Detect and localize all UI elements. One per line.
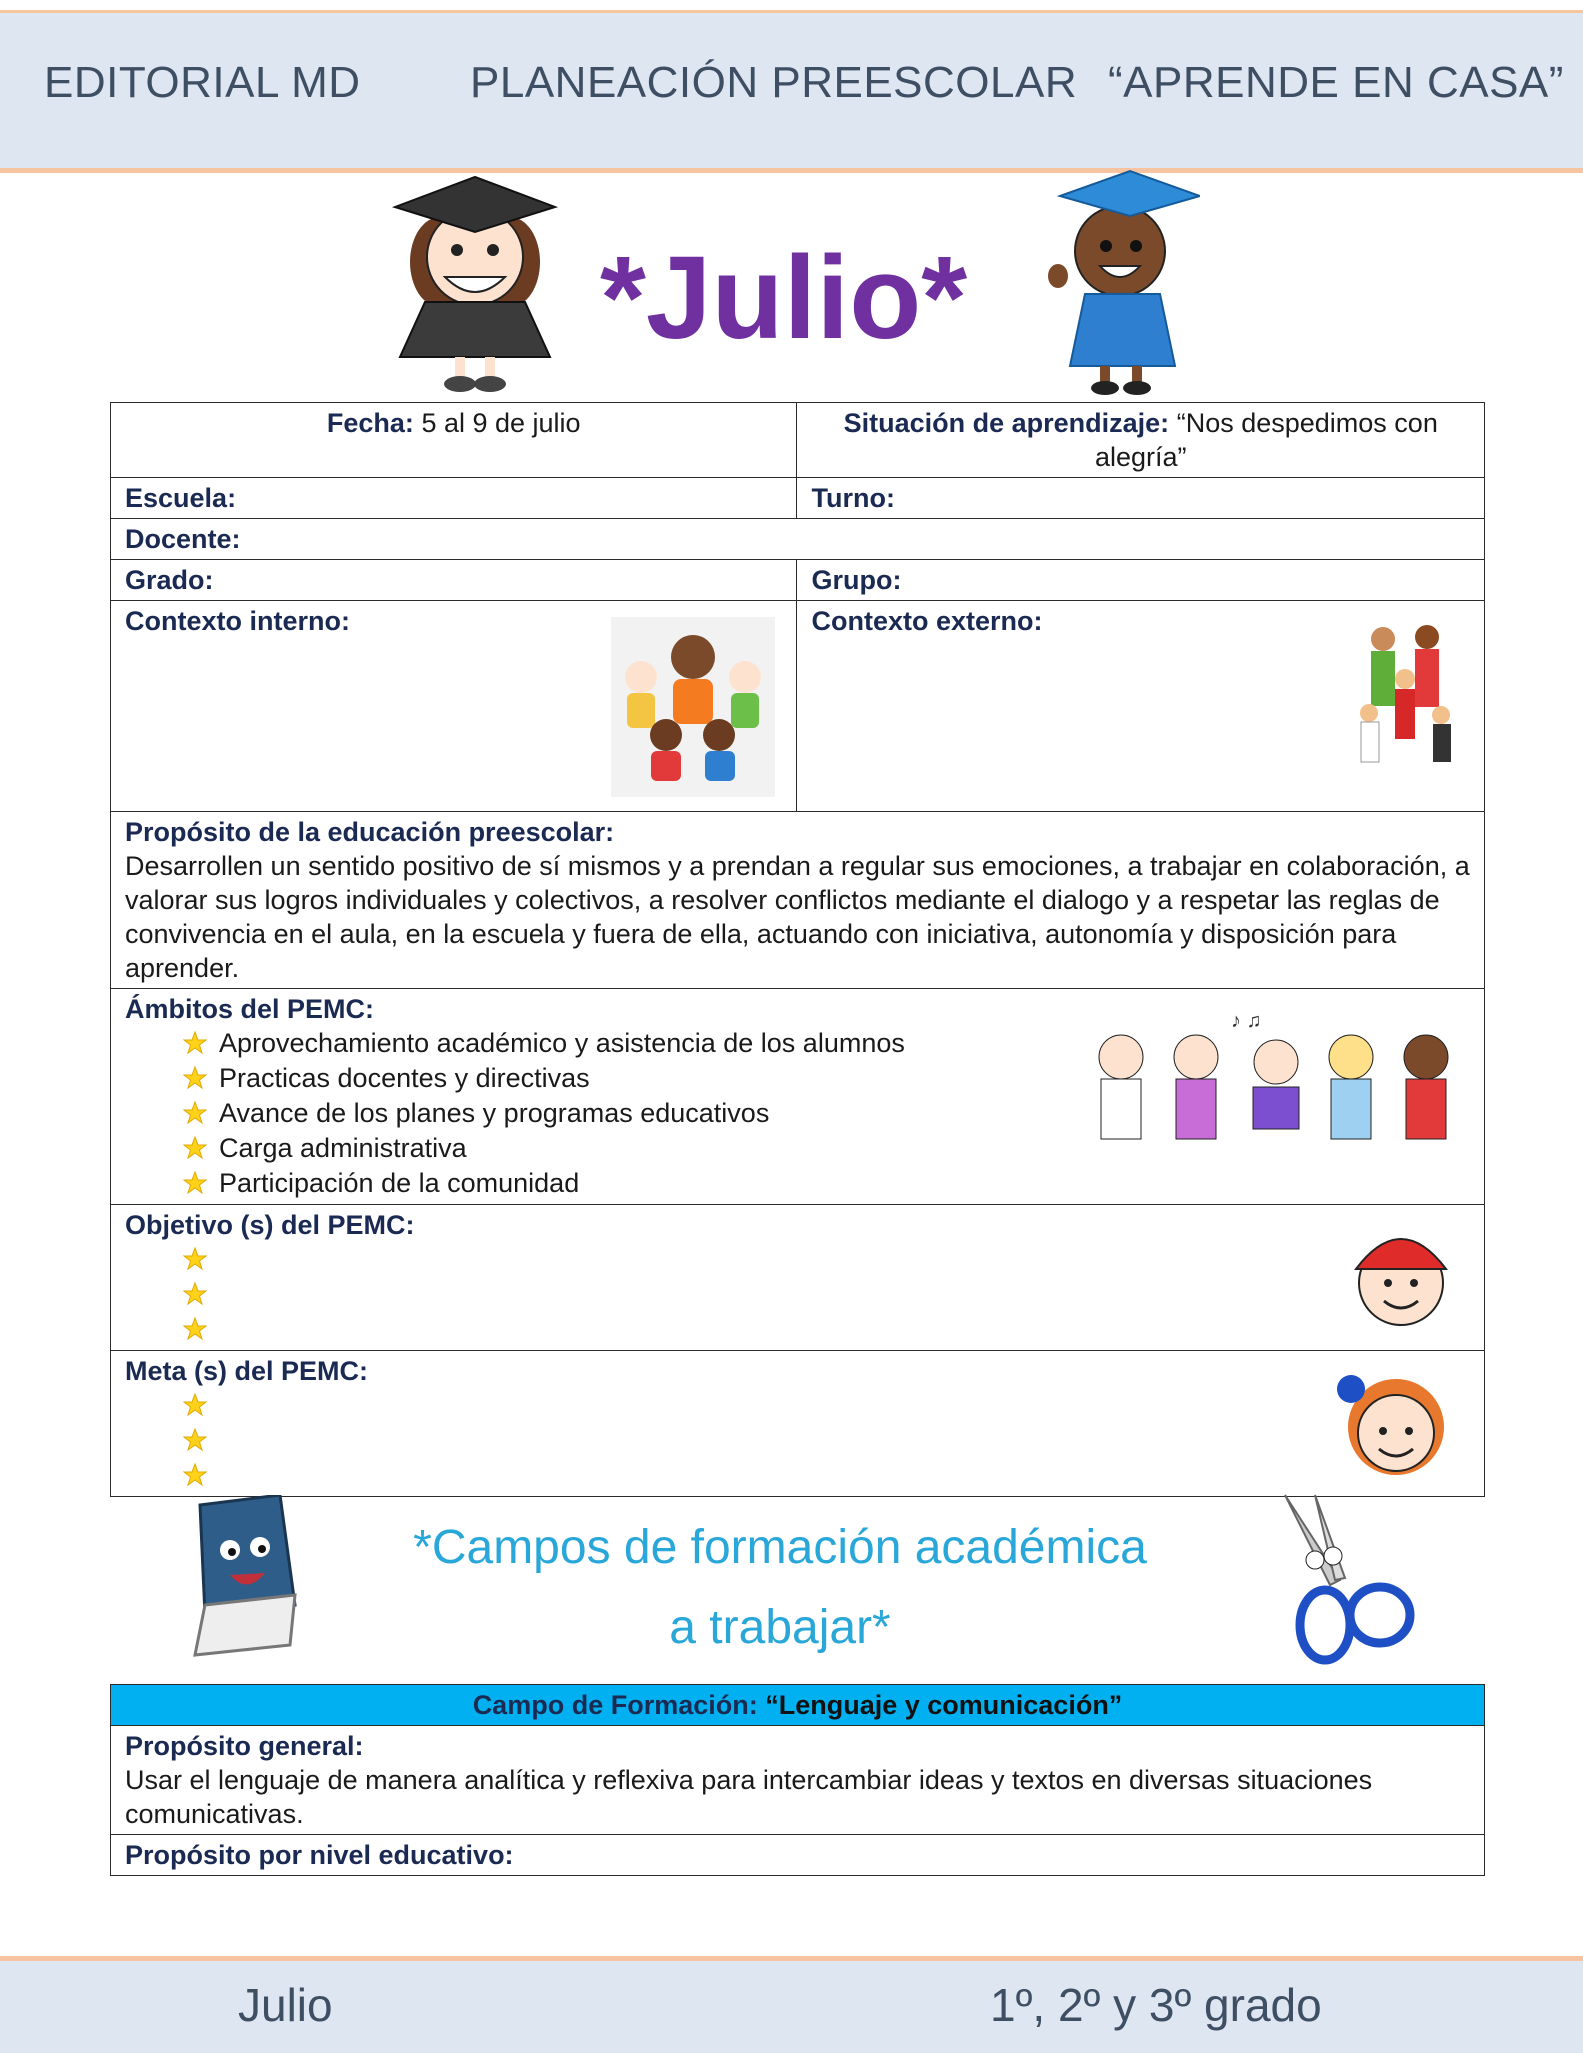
campo-head-label: Campo de Formación: <box>472 1690 758 1720</box>
planning-table <box>110 402 1485 1497</box>
fecha-cell <box>111 403 797 478</box>
metas-cell <box>111 1351 1485 1497</box>
list-item: Carga administrativa <box>183 1131 1470 1166</box>
star-bullet-icon <box>183 1282 207 1306</box>
children-circle-icon <box>611 617 775 797</box>
campo-head-value: “Lenguaje y comunicación” <box>765 1690 1123 1720</box>
list-item <box>183 1277 1470 1312</box>
grupo-label: Grupo: <box>797 560 1485 601</box>
star-bullet-icon <box>183 1101 207 1125</box>
docente-label: Docente: <box>111 519 1485 560</box>
star-bullet-icon <box>183 1428 207 1452</box>
fecha-value: 5 al 9 de julio <box>421 408 581 438</box>
star-bullet-icon <box>183 1247 207 1271</box>
grado-label: Grado: <box>111 560 797 601</box>
scissors-character-icon <box>1275 1490 1420 1668</box>
footer-month: Julio <box>238 1979 333 2031</box>
situacion-label: Situación de aprendizaje: <box>843 408 1170 438</box>
list-item <box>183 1388 1470 1423</box>
list-item: Aprovechamiento académico y asistencia de los alumnos <box>183 1026 1470 1061</box>
star-bullet-icon <box>183 1463 207 1487</box>
objetivos-cell <box>111 1205 1485 1351</box>
proposito-general-label: Propósito general: <box>125 1731 364 1761</box>
header-editorial: EDITORIAL MD <box>44 58 361 107</box>
proposito-general-text: Usar el lenguaje de manera analítica y reflexiva para intercambiar ideas y textos en diversas situaciones comunicativas. <box>125 1765 1373 1829</box>
list-item: Avance de los planes y programas educativos <box>183 1096 1470 1131</box>
ambitos-label: Ámbitos del PEMC: <box>125 994 375 1024</box>
footer-grades: 1º, 2º y 3º grado <box>990 1979 1322 2031</box>
fecha-label: Fecha: <box>326 408 414 438</box>
list-item <box>183 1312 1470 1347</box>
star-bullet-icon <box>183 1171 207 1195</box>
campos-title-line1: *Campos de formación académica <box>413 1521 1147 1574</box>
boy-red-cap-icon <box>1336 1217 1466 1329</box>
family-icon <box>1355 621 1455 771</box>
proposito-cell <box>111 812 1485 989</box>
list-item <box>183 1242 1470 1277</box>
turno-label: Turno: <box>797 478 1485 519</box>
campo-head-cell <box>111 1685 1485 1726</box>
list-item <box>183 1458 1470 1493</box>
svg-text:♪ ♫: ♪ ♫ <box>1231 1010 1262 1032</box>
escuela-label: Escuela: <box>111 478 797 519</box>
page-title: *Julio* <box>600 232 968 364</box>
star-bullet-icon <box>183 1393 207 1417</box>
eraser-character-icon <box>185 1495 300 1660</box>
graduate-boy-icon <box>1040 166 1200 398</box>
header-aprende: “APRENDE EN CASA” <box>1108 58 1564 107</box>
campo-table <box>110 1684 1485 1876</box>
star-bullet-icon <box>183 1031 207 1055</box>
list-item: Practicas docentes y directivas <box>183 1061 1470 1096</box>
list-item: Participación de la comunidad <box>183 1166 1470 1201</box>
situacion-cell <box>797 403 1485 478</box>
objetivos-label: Objetivo (s) del PEMC: <box>125 1210 415 1240</box>
star-bullet-icon <box>183 1317 207 1341</box>
contexto-externo-label: Contexto externo: <box>811 606 1043 636</box>
proposito-nivel-label: Propósito por nivel educativo: <box>111 1835 1485 1876</box>
contexto-interno-cell <box>111 601 797 812</box>
metas-list <box>125 1388 1470 1493</box>
kids-activities-icon <box>1081 1007 1466 1167</box>
ambitos-cell <box>111 989 1485 1205</box>
proposito-label: Propósito de la educación preescolar: <box>125 817 615 847</box>
metas-label: Meta (s) del PEMC: <box>125 1356 369 1386</box>
situacion-value: “Nos despedimos con alegría” <box>1094 408 1438 472</box>
proposito-general-cell <box>111 1726 1485 1835</box>
objetivos-list <box>125 1242 1470 1347</box>
header-planeacion: PLANEACIÓN PREESCOLAR <box>470 58 1078 107</box>
graduate-girl-icon <box>385 172 565 394</box>
proposito-text: Desarrollen un sentido positivo de sí mismos y a prendan a regular sus emociones, a trabajar en colaboración, a valorar sus logros individuales y colectivos, a resolver conflictos mediante el dialogo y a respetar las reglas de convivencia en el aula, en la escuela y fuera de ella, actuando con iniciativa, autonomía y disposición para aprender. <box>125 851 1470 983</box>
star-bullet-icon <box>183 1136 207 1160</box>
campos-title-line2: a trabajar* <box>669 1601 891 1654</box>
contexto-interno-label: Contexto interno: <box>125 606 350 636</box>
list-item <box>183 1423 1470 1458</box>
girl-flower-icon <box>1321 1367 1461 1479</box>
contexto-externo-cell <box>797 601 1485 812</box>
star-bullet-icon <box>183 1066 207 1090</box>
